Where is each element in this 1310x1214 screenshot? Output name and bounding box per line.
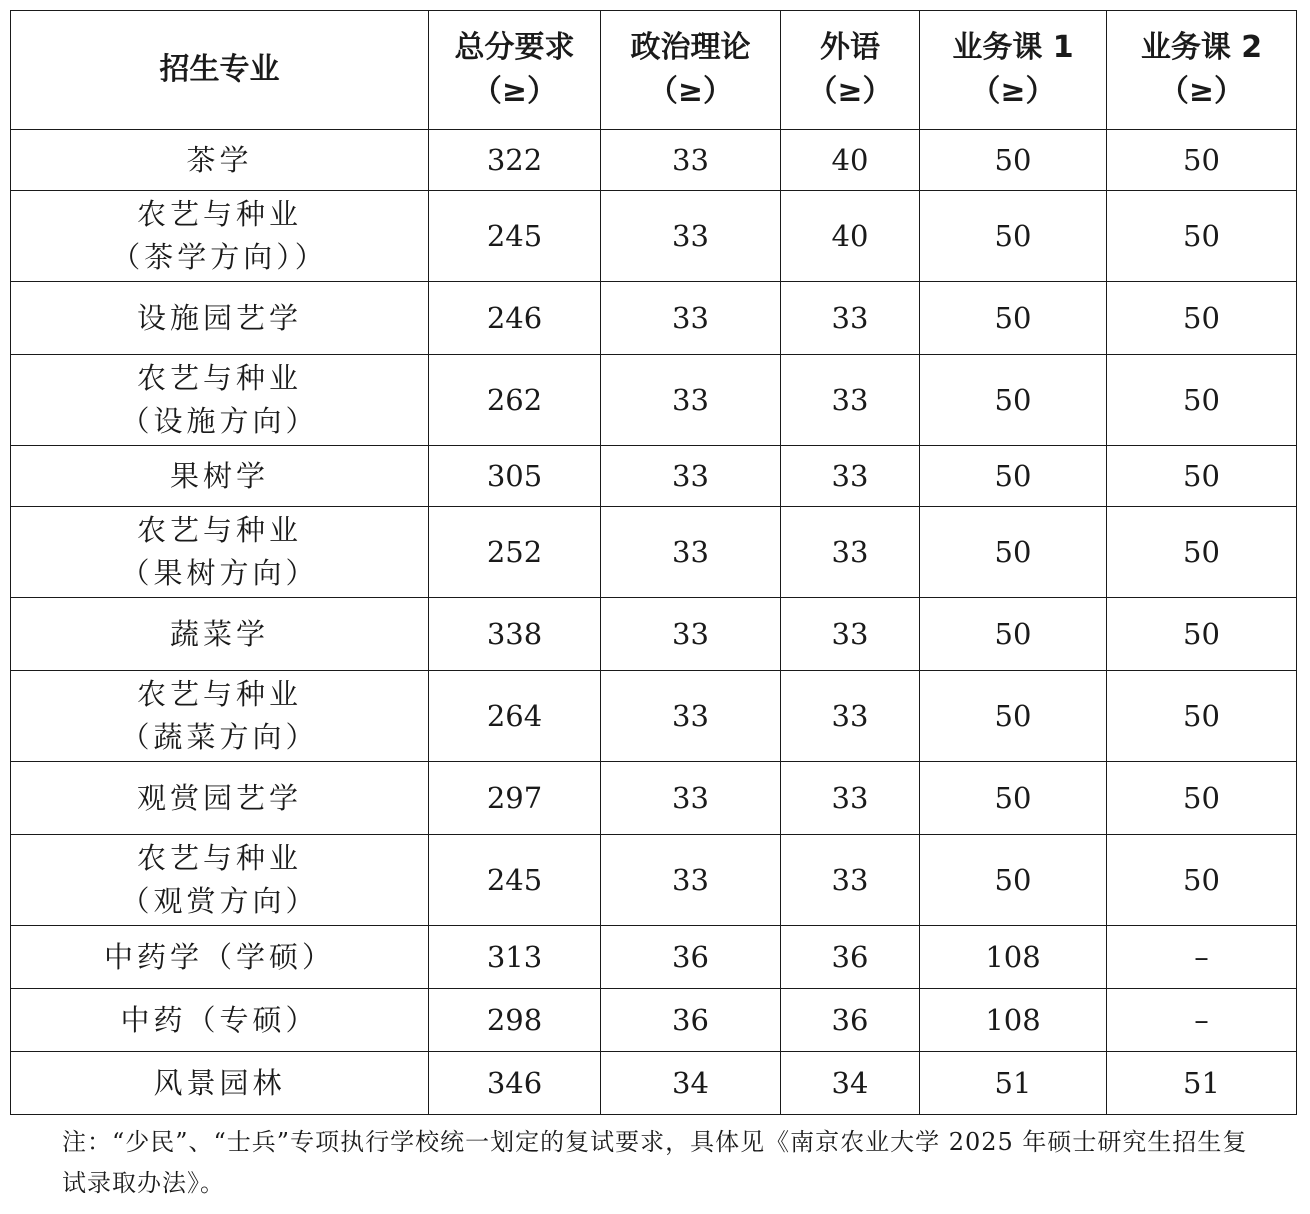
cell-course-1: 50: [920, 191, 1107, 282]
cell-foreign-language: 36: [781, 989, 920, 1052]
table-row: [11, 130, 1297, 191]
header-foreign-language: 外语 （≥）: [781, 11, 920, 130]
cell-major: 农艺与种业 （观赏方向）: [11, 835, 429, 926]
header-course-1: 业务课 1 （≥）: [920, 11, 1107, 130]
cell-course-1: 50: [920, 130, 1107, 191]
cell-major: 中药（专硕）: [11, 989, 429, 1052]
cell-total-score: 322: [429, 130, 601, 191]
cell-foreign-language: 33: [781, 598, 920, 671]
cell-course-1: 50: [920, 835, 1107, 926]
cell-politics: 33: [601, 507, 781, 598]
cell-course-2: 51: [1107, 1052, 1297, 1115]
cell-total-score: 264: [429, 671, 601, 762]
cell-foreign-language: 33: [781, 671, 920, 762]
cell-foreign-language: 33: [781, 355, 920, 446]
cell-total-score: 262: [429, 355, 601, 446]
cell-total-score: 245: [429, 191, 601, 282]
cell-politics: 33: [601, 191, 781, 282]
header-politics: 政治理论 （≥）: [601, 11, 781, 130]
header-major: 招生专业: [11, 11, 429, 130]
header-course-2: 业务课 2 （≥）: [1107, 11, 1297, 130]
table-row: [11, 762, 1297, 835]
table-row: [11, 507, 1297, 598]
table-row: [11, 671, 1297, 762]
cell-course-2: 50: [1107, 671, 1297, 762]
cell-course-1: 50: [920, 355, 1107, 446]
header-total-score: 总分要求 （≥）: [429, 11, 601, 130]
table-row: [11, 835, 1297, 926]
cell-foreign-language: 33: [781, 507, 920, 598]
cell-foreign-language: 33: [781, 762, 920, 835]
cell-major: 观赏园艺学: [11, 762, 429, 835]
table-row: [11, 926, 1297, 989]
cell-course-2: 50: [1107, 446, 1297, 507]
table-row: [11, 989, 1297, 1052]
cell-course-1: 50: [920, 671, 1107, 762]
cell-course-2: 50: [1107, 355, 1297, 446]
cell-politics: 33: [601, 835, 781, 926]
cell-course-2: –: [1107, 926, 1297, 989]
cell-politics: 36: [601, 926, 781, 989]
cell-major: 农艺与种业 （果树方向）: [11, 507, 429, 598]
cell-total-score: 338: [429, 598, 601, 671]
cell-major: 农艺与种业 （设施方向）: [11, 355, 429, 446]
cell-course-1: 51: [920, 1052, 1107, 1115]
cell-politics: 33: [601, 762, 781, 835]
cell-course-1: 108: [920, 989, 1107, 1052]
cell-politics: 33: [601, 446, 781, 507]
cell-major: 农艺与种业 （蔬菜方向）: [11, 671, 429, 762]
cell-total-score: 313: [429, 926, 601, 989]
cell-foreign-language: 34: [781, 1052, 920, 1115]
score-requirements-table: [10, 10, 1297, 1115]
cell-foreign-language: 33: [781, 446, 920, 507]
cell-major: 农艺与种业 （茶学方向））: [11, 191, 429, 282]
cell-foreign-language: 33: [781, 835, 920, 926]
cell-major: 风景园林: [11, 1052, 429, 1115]
cell-course-1: 50: [920, 282, 1107, 355]
cell-foreign-language: 33: [781, 282, 920, 355]
table-row: [11, 355, 1297, 446]
cell-total-score: 297: [429, 762, 601, 835]
table-row: [11, 598, 1297, 671]
cell-politics: 33: [601, 598, 781, 671]
table-row: [11, 1052, 1297, 1115]
cell-course-1: 50: [920, 507, 1107, 598]
cell-total-score: 298: [429, 989, 601, 1052]
cell-total-score: 252: [429, 507, 601, 598]
cell-major: 果树学: [11, 446, 429, 507]
table-row: [11, 282, 1297, 355]
cell-politics: 33: [601, 282, 781, 355]
cell-course-2: 50: [1107, 191, 1297, 282]
cell-major: 设施园艺学: [11, 282, 429, 355]
cell-foreign-language: 36: [781, 926, 920, 989]
cell-course-1: 50: [920, 446, 1107, 507]
cell-total-score: 305: [429, 446, 601, 507]
cell-course-2: 50: [1107, 130, 1297, 191]
cell-course-2: 50: [1107, 835, 1297, 926]
cell-major: 蔬菜学: [11, 598, 429, 671]
cell-total-score: 346: [429, 1052, 601, 1115]
cell-course-2: –: [1107, 989, 1297, 1052]
cell-major: 茶学: [11, 130, 429, 191]
header-row: [11, 11, 1297, 130]
cell-course-2: 50: [1107, 598, 1297, 671]
cell-total-score: 245: [429, 835, 601, 926]
cell-course-1: 108: [920, 926, 1107, 989]
cell-major: 中药学（学硕）: [11, 926, 429, 989]
cell-foreign-language: 40: [781, 191, 920, 282]
cell-total-score: 246: [429, 282, 601, 355]
cell-politics: 33: [601, 671, 781, 762]
cell-politics: 36: [601, 989, 781, 1052]
cell-foreign-language: 40: [781, 130, 920, 191]
cell-course-1: 50: [920, 598, 1107, 671]
cell-course-2: 50: [1107, 762, 1297, 835]
cell-politics: 34: [601, 1052, 781, 1115]
cell-politics: 33: [601, 130, 781, 191]
table-row: [11, 446, 1297, 507]
cell-course-1: 50: [920, 762, 1107, 835]
cell-politics: 33: [601, 355, 781, 446]
cell-course-2: 50: [1107, 507, 1297, 598]
cell-course-2: 50: [1107, 282, 1297, 355]
table-row: [11, 191, 1297, 282]
footnote: 注：“少民”、“士兵”专项执行学校统一划定的复试要求，具体见《南京农业大学 2025 年硕士研究生招生复试录取办法》。: [62, 1128, 1248, 1197]
